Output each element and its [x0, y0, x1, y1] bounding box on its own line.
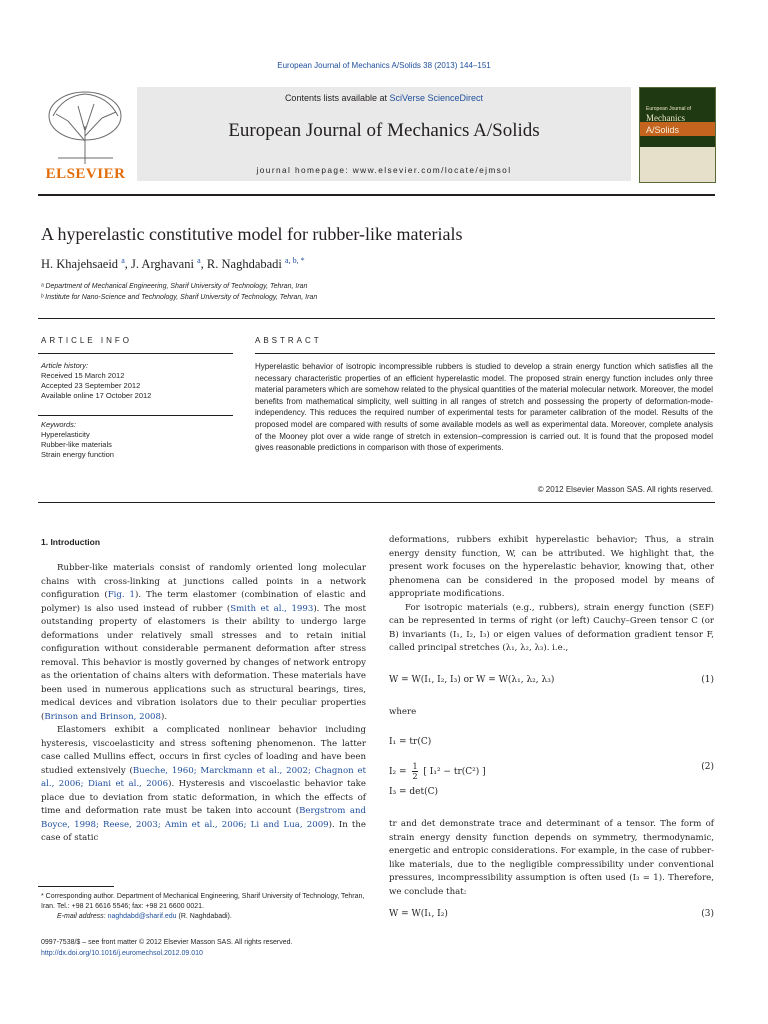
corresponding-footnote: * Corresponding author. Department of Mechanical Engineering, Sharif University of Technology, Tehran, Iran. Tel.: +98 21 6616 5546; fax: +98 21 6600 0021. E-mail address: naghdabd@sharif.edu (R. Naghdabadi). [41, 893, 365, 920]
fig1-link[interactable]: Fig. 1 [107, 590, 135, 600]
equation-1-number: (1) [701, 675, 714, 685]
issn-line: 0997-7538/$ – see front matter © 2012 Elsevier Masson SAS. All rights reserved. [41, 939, 293, 946]
cover-line3: A/Solids [646, 125, 680, 135]
fraction-one-half: $\frac{1}{2}$ [412, 762, 418, 781]
intro-paragraph-1: Rubber-like materials consist of randomly oriented long molecular chains with cross-linking at junctions called points in a network configuration (Fig. 1). The term elastomer (combination of elastic and polymer) is also used instead of rubber (Smith et al., 1993). The most outstanding property of elastomers is their ability to undergo large deformations under relatively small stresses and to retain initial configuration without considerable permanent deformation after stress removal. This behavior is mostly governed by changes of network entropy as the orientation of chains alters with deformation. These materials have been used in numerous applications such as structural bearings, tires, medical devices and vibration isolators due to their peculiar properties (Brinson and Brinson, 2008). [41, 563, 367, 722]
ref-viscoelastic-links[interactable]: Bergstrom and Boyce, 1998; Reese, 2003; Amin et al., 2006; Li and Lua, 2009 [41, 806, 366, 830]
contents-available-line: Contents lists available at SciVerse ScienceDirect [284, 93, 484, 103]
article-info-heading: ARTICLE INFO [41, 336, 132, 345]
abstract-bottom-rule [38, 502, 715, 503]
where-text: where [389, 707, 417, 717]
right-paragraph-1: deformations, rubbers exhibit hyperelastic behavior; Thus, a strain energy density function, W, can be attributed. We highlight that, the present work focuses on the hyperelastic behavior, knowing that, other phenomena can be considered in the proposed model by means of appropriate modifications. [389, 535, 714, 599]
header-rule [38, 194, 715, 196]
left-column [41, 562, 366, 846]
corresponding-author-link[interactable]: a, b, * [285, 256, 305, 265]
journal-title: European Journal of Mechanics A/Solids [228, 120, 540, 141]
journal-cover-thumbnail [639, 87, 716, 183]
article-title: A hyperelastic constitutive model for rubber-like materials [41, 224, 463, 244]
equation-1: W = W(I₁, I₂, I₃) or W = W(λ₁, λ₂, λ₃) [389, 675, 555, 685]
elsevier-wordmark: ELSEVIER [45, 166, 126, 182]
affiliation-b: ᵇ Institute for Nano-Science and Technology, Sharif University of Technology, Tehran, Iran [41, 294, 318, 301]
info-rule [38, 353, 233, 354]
ref-mullins-links[interactable]: Bueche, 1960; Marckmann et al., 2002; Chagnon et al., 2006; Diani et al., 2006 [41, 765, 366, 789]
affiliation-a: ᵃ Department of Mechanical Engineering, Sharif University of Technology, Tehran, Iran [41, 283, 308, 290]
abstract-text: Hyperelastic behavior of isotropic incompressible rubbers is studied to develop a strain energy function which satisfies all the necessary characteristic properties of an efficient hyperelastic model. The proposed strain energy function includes only three material parameters which are somehow related to the physical quantities of the material molecular network. Moreover, the model benefits from mathematical simplicity, well suitting in all ranges of stretch and possessing the property of deformation-mode-independency. This reduces the required number of experimental tests for parameter calibration of the model. Results of the proposed model are compared with results of some available models as well as experimental data. Moreover, complete analysis of the Mooney plot over a wide range of stretch in extension–compression is carried out. It is found that the proposed model gives reasonable predictions in comparison with those of experiments. [255, 362, 713, 453]
abstract-rule [255, 353, 715, 354]
equation-2c: I₃ = det(C) [389, 787, 439, 797]
keywords: Keywords: Hyperelasticity Rubber-like materials Strain energy function [41, 420, 114, 459]
abstract-copyright: © 2012 Elsevier Masson SAS. All rights reserved. [537, 485, 713, 494]
right-paragraph-3: tr and det demonstrate trace and determinant of a tensor. The form of strain energy density function depends on symmetry, thermodynamic, energetic and entropic considerations. For example, in the case of rubber-like materials, due to the negligible compressibility under conventional pressures, incompressibility assumption is often used (I₃ = 1). Therefore, we conclude that: [389, 819, 714, 897]
ref-smith-link[interactable]: Smith et al., 1993 [230, 603, 314, 614]
doi-link[interactable]: http://dx.doi.org/10.1016/j.euromechsol.2012.09.010 [41, 950, 203, 957]
right-paragraph-2: For isotropic materials (e.g., rubbers), strain energy function (SEF) can be represented in terms of right (or left) Cauchy–Green tensor C (or B) invariants (I₁, I₂, I₃) or eigen values of deformation gradient tensor F, called principal stretches (λ₁, λ₂, λ₃). i.e., [389, 602, 714, 653]
author-list: H. Khajehsaeid $^a$, J. Arghavani $^a$, R. Naghdabadi $^{a, b, *}$ [41, 256, 305, 272]
sciencedirect-link[interactable]: SciVerse ScienceDirect [389, 93, 484, 103]
article-history: Article history: Received 15 March 2012 Accepted 23 September 2012 Available online 17 October 2012 [41, 361, 152, 400]
equation-3-number: (3) [701, 909, 714, 919]
email-link[interactable]: naghdabd@sharif.edu [107, 913, 177, 920]
cover-band [640, 147, 715, 182]
right-column-top [389, 534, 714, 656]
running-head[interactable]: European Journal of Mechanics A/Solids 38 (2013) 144–151 [277, 61, 491, 70]
keywords-rule [38, 415, 233, 416]
equation-2-number: (2) [701, 762, 714, 772]
abstract-heading: ABSTRACT [255, 336, 322, 345]
equation-2b: I₂ = $\frac{1}{2}$ [ I₁² − tr(C²) ] [389, 762, 486, 781]
footnote-rule [38, 886, 114, 887]
equation-2a: I₁ = tr(C) [389, 737, 432, 747]
journal-homepage[interactable]: journal homepage: www.elsevier.com/locate/ejmsol [256, 165, 512, 175]
title-rule [38, 318, 715, 319]
intro-paragraph-2: Elastomers exhibit a complicated nonlinear behavior including hysteresis, viscoelasticity and stress softening phenomenon. The latter case called Mullins effect, occurs in first cycles of loading and have been studied extensively (Bueche, 1960; Marckmann et al., 2002; Chagnon et al., 2006; Diani et al., 2006). Hysteresis and viscoelastic behavior take place due to deviation from static deformation, in which the effects of time and deformation rate must be taken into account (Bergstrom and Boyce, 1998; Reese, 2003; Amin et al., 2006; Li and Lua, 2009). In the case of static [41, 725, 366, 843]
ref-brinson-link[interactable]: Brinson and Brinson, 2008 [44, 711, 161, 722]
section-heading-introduction: 1. Introduction [41, 537, 101, 547]
cover-line2: Mechanics [646, 113, 685, 123]
cover-line1: European Journal of [646, 106, 692, 112]
equation-3: W = W(I₁, I₂) [389, 909, 448, 919]
